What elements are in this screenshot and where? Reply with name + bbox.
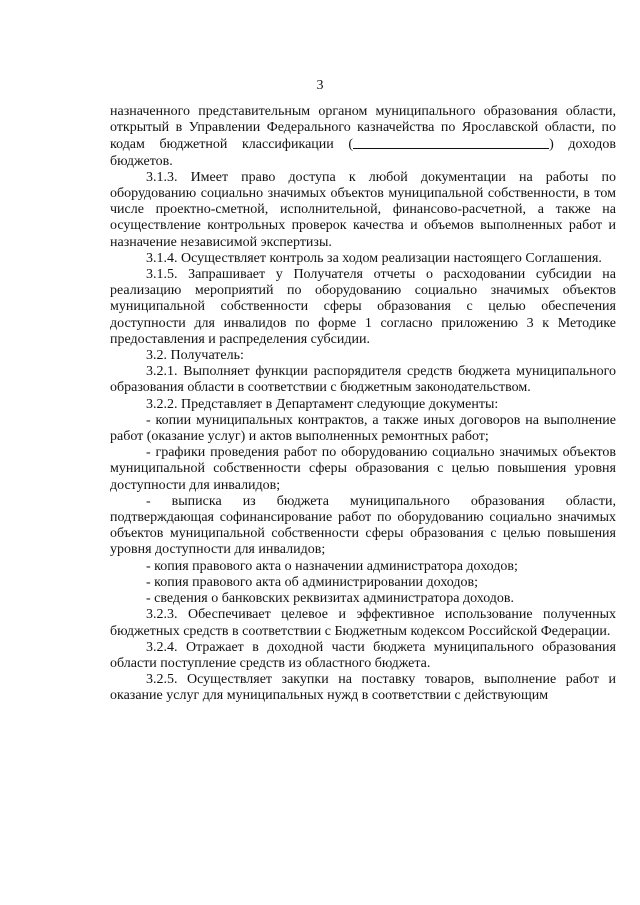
- paragraph-3-1-5: 3.1.5. Запрашивает у Получателя отчеты о расходовании субсидии на реализацию мероприятий по оборудованию социально значимых объектов муниципальной собственности сферы образования с целью обеспечения доступности для инвалидов по форме 1 согласно приложению 3 к Методике предоставления и распределения субсидии.: [110, 267, 616, 347]
- document-body: [110, 104, 616, 705]
- page-number: 3: [316, 78, 324, 93]
- paragraph-3-1-3: 3.1.3. Имеет право доступа к любой документации на работы по оборудованию социально значимых объектов муниципальной собственности, в том числе проектно-сметной, исполнительной, финансово-расчетной, а также на осуществление контрольных проверок качества и объемов выполненных работ и назначение независимой экспертизы.: [110, 169, 616, 250]
- paragraph-3-2-2: 3.2.2. Представляет в Департамент следующие документы:: [146, 396, 499, 412]
- paragraph-continuation: [110, 104, 616, 170]
- paragraph-3-2-1: 3.2.1. Выполняет функции распорядителя средств бюджета муниципального образования области в соответствии с бюджетным законодательством.: [110, 364, 616, 396]
- list-item: - сведения о банковских реквизитах администратора доходов.: [146, 591, 515, 607]
- blank-fill-line: [353, 136, 549, 149]
- list-item: - копия правового акта о назначении администратора доходов;: [146, 558, 518, 574]
- list-item: - выписка из бюджета муниципального образования области, подтверждающая софинансирование работ по оборудованию социально значимых объектов муниципальной собственности сферы образования с целью повышения уровня доступности для инвалидов;: [110, 493, 616, 558]
- list-item: - копии муниципальных контрактов, а также иных договоров на выполнение работ (оказание услуг) и актов выполненных ремонтных работ;: [110, 412, 616, 445]
- paragraph-text: назначенного представительным органом муниципального образования области, открытый в Управлении Федерального казначейства по Ярославской области, по кодам бюджетной классификации (: [110, 104, 616, 153]
- paragraph-3-2-5: 3.2.5. Осуществляет закупки на поставку товаров, выполнение работ и оказание услуг для муниципальных нужд в соответствии с действующим: [110, 672, 616, 704]
- paragraph-text: ) доходов бюджетов.: [110, 137, 616, 169]
- paragraph-3-2-3: 3.2.3. Обеспечивает целевое и эффективное использование полученных бюджетных средств в соответствии с Бюджетным кодексом Российской Федерации.: [110, 607, 616, 639]
- paragraph-3-2-4: 3.2.4. Отражает в доходной части бюджета муниципального образования области поступление средств из областного бюджета.: [110, 639, 616, 671]
- list-item: - графики проведения работ по оборудованию социально значимых объектов муниципальной собственности сферы образования с целью повышения уровня доступности для инвалидов;: [110, 445, 616, 493]
- section-heading-3-2: 3.2. Получатель:: [146, 348, 244, 364]
- paragraph-3-1-4: 3.1.4. Осуществляет контроль за ходом реализации настоящего Соглашения.: [146, 250, 602, 266]
- list-item: - копия правового акта об администрировании доходов;: [146, 574, 479, 590]
